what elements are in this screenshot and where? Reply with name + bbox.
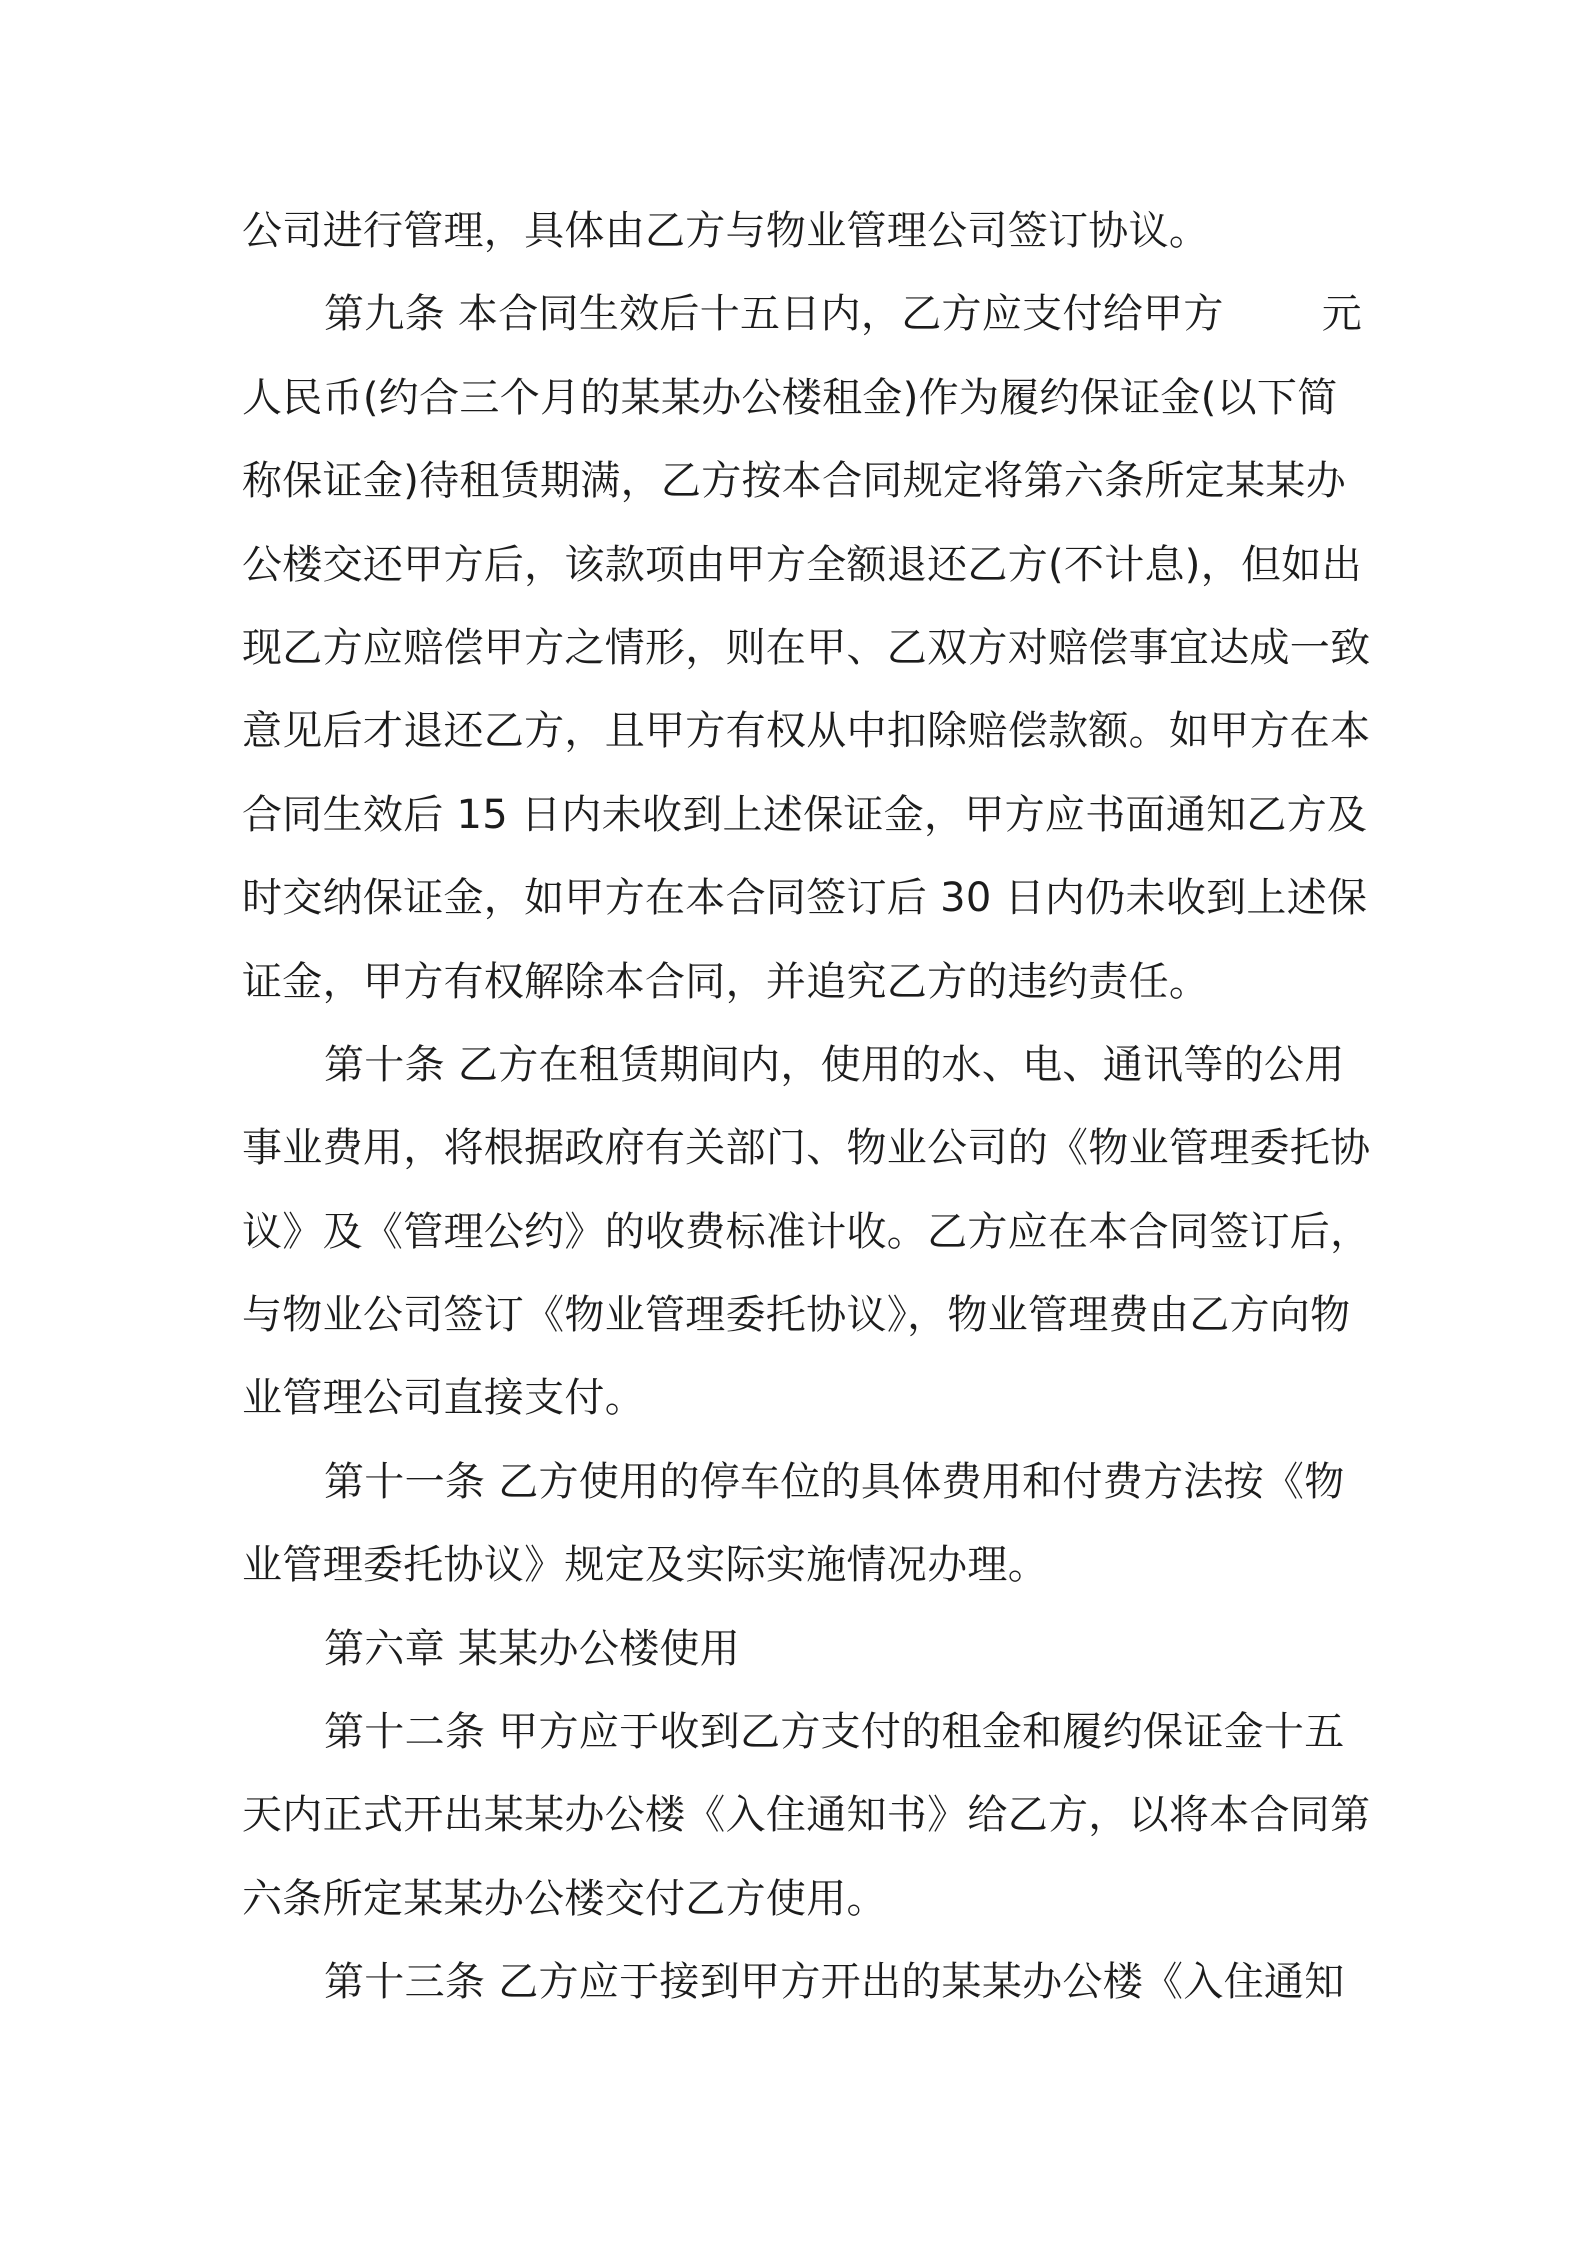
text-line: 时交纳保证金，如甲方在本合同签订后 30 日内仍未收到上述保 bbox=[242, 875, 1368, 922]
article-9-heading-line bbox=[242, 273, 1362, 356]
text-line: 业管理公司直接支付。 bbox=[242, 1375, 645, 1422]
text-line: 公楼交还甲方后，该款项由甲方全额退还乙方(不计息)，但如出 bbox=[242, 541, 1362, 588]
amount-unit: 元 bbox=[1321, 291, 1362, 338]
article-9-text: 第九条 本合同生效后十五日内，乙方应支付给甲方 bbox=[324, 291, 1224, 338]
text-line: 六条所定某某办公楼交付乙方使用。 bbox=[242, 1875, 887, 1922]
contract-text bbox=[242, 190, 1371, 2025]
text-line: 证金，甲方有权解除本合同，并追究乙方的违约责任。 bbox=[242, 958, 1210, 1005]
text-line: 人民币(约合三个月的某某办公楼租金)作为履约保证金(以下简 bbox=[242, 374, 1338, 421]
text-line: 议》及《管理公约》的收费标准计收。乙方应在本合同签订后， bbox=[242, 1208, 1371, 1255]
article-10-heading-line: 第十条 乙方在租赁期间内，使用的水、电、通讯等的公用 bbox=[324, 1041, 1345, 1088]
text-line: 现乙方应赔偿甲方之情形，则在甲、乙双方对赔偿事宜达成一致 bbox=[242, 624, 1371, 671]
text-line: 称保证金)待租赁期满，乙方按本合同规定将第六条所定某某办 bbox=[242, 458, 1347, 505]
text-line: 天内正式开出某某办公楼《入住通知书》给乙方，以将本合同第 bbox=[242, 1792, 1371, 1839]
text-line: 意见后才退还乙方，且甲方有权从中扣除赔偿款额。如甲方在本 bbox=[242, 708, 1371, 755]
chapter-6-heading: 第六章 某某办公楼使用 bbox=[324, 1625, 741, 1672]
article-11-heading-line: 第十一条 乙方使用的停车位的具体费用和付费方法按《物 bbox=[324, 1458, 1345, 1505]
text-line: 合同生效后 15 日内未收到上述保证金，甲方应书面通知乙方及 bbox=[242, 791, 1368, 838]
text-line: 事业费用，将根据政府有关部门、物业公司的《物业管理委托协 bbox=[242, 1125, 1371, 1172]
article-13-heading-line: 第十三条 乙方应于接到甲方开出的某某办公楼《入住通知 bbox=[324, 1959, 1345, 2006]
article-12-heading-line: 第十二条 甲方应于收到乙方支付的租金和履约保证金十五 bbox=[324, 1709, 1345, 1756]
text-line: 公司进行管理，具体由乙方与物业管理公司签订协议。 bbox=[242, 208, 1210, 254]
text-line: 与物业公司签订《物业管理委托协议》，物业管理费由乙方向物 bbox=[242, 1292, 1351, 1339]
text-line: 业管理委托协议》规定及实际实施情况办理。 bbox=[242, 1542, 1048, 1589]
